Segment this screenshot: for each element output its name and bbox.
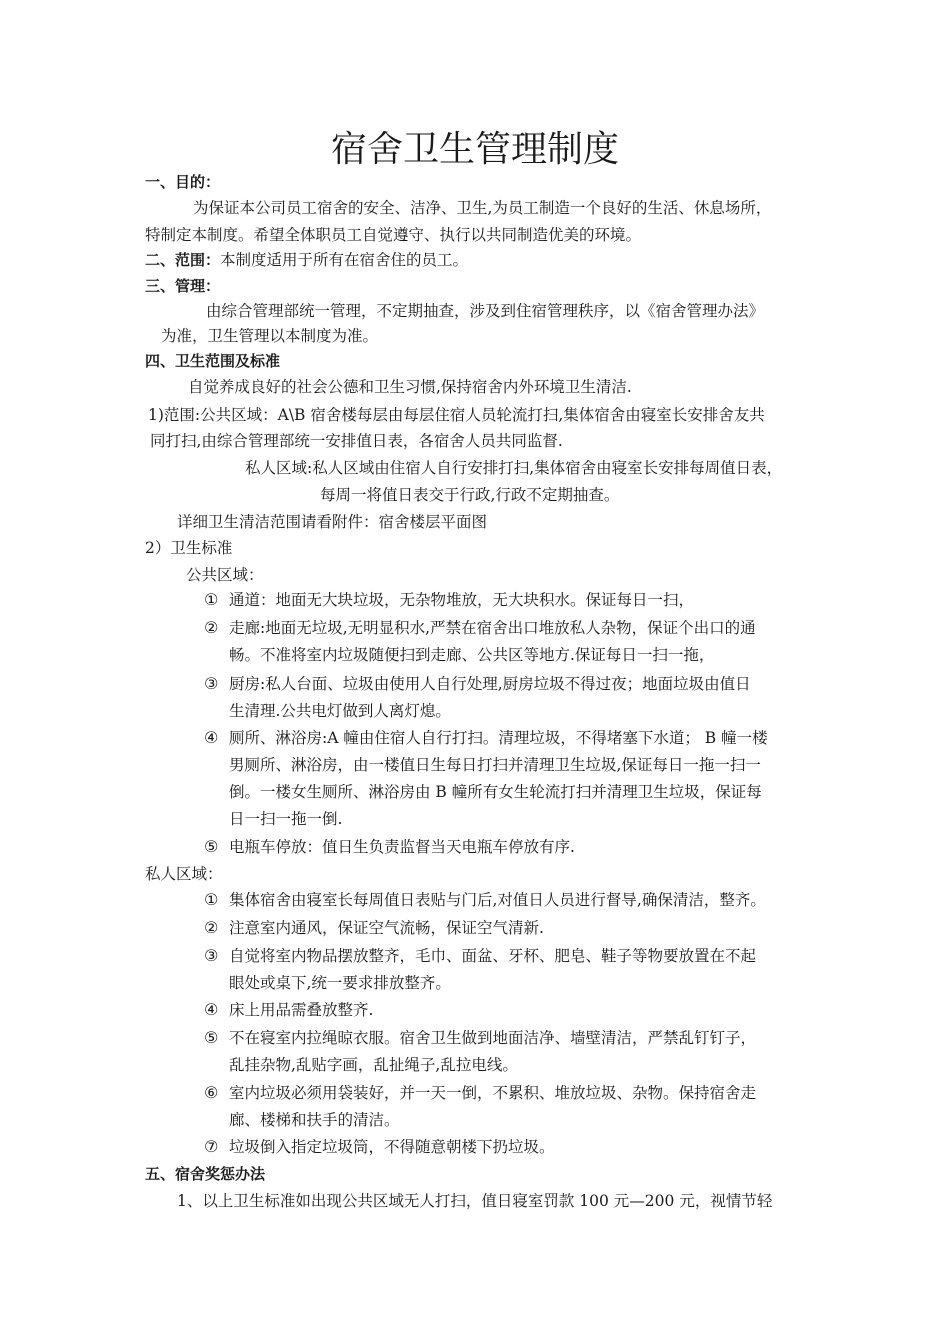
section-5-heading: 五、宿舍奖惩办法 — [145, 1165, 266, 1183]
list-item-number: ⑤ — [204, 837, 219, 856]
list-item-line: 生清理.公共电灯做到人离灯熄。 — [229, 702, 451, 720]
list-item-number: ⑥ — [204, 1083, 219, 1102]
list-item-number: ④ — [204, 728, 219, 747]
list-item-line: 注意室内通风，保证空气流畅，保证空气清新. — [229, 919, 544, 937]
section-1-paragraph-line-2: 特制定本制度。希望全体职员工自觉遵守、执行以共同制造优美的环境。 — [145, 226, 642, 244]
list-item-line: 乱挂杂物,乱贴字画，乱扯绳子,乱拉电线。 — [229, 1056, 518, 1074]
list-item-line: 室内垃圾必须用袋装好，并一天一倒，不累积、堆放垃圾、杂物。保持宿舍走 — [229, 1084, 757, 1102]
section-4-standard: 2）卫生标准 — [145, 539, 233, 557]
section-4-range-line-1: 1)范围:公共区域：A\B 宿舍楼每层由每层住宿人员轮流打扫,集体宿舍由寝室长安排舍友共 — [148, 406, 765, 424]
list-item-line: 垃圾倒入指定垃圾筒，不得随意朝楼下扔垃圾。 — [229, 1138, 555, 1156]
list-item-line: 日一扫一拖一倒. — [229, 810, 343, 828]
list-item-line: 倒。一楼女生厕所、淋浴房由 B 幢所有女生轮流打扫并清理卫生垃圾，保证每 — [229, 783, 762, 801]
section-4-heading: 四、卫生范围及标准 — [145, 352, 281, 370]
section-2-line — [145, 250, 468, 270]
list-item-number: ① — [204, 890, 219, 909]
list-item-number: ② — [204, 918, 219, 937]
list-item-line: 眼处或桌下,统一要求排放整齐。 — [229, 974, 451, 992]
section-1-heading: 一、目的： — [145, 173, 221, 191]
list-item-number: ② — [204, 618, 219, 637]
list-item-number: ③ — [204, 674, 219, 693]
list-item-number: ④ — [204, 1000, 219, 1019]
list-item-line: 床上用品需叠放整齐. — [229, 1001, 374, 1019]
section-4-detail: 详细卫生清洁范围请看附件：宿舍楼层平面图 — [177, 513, 488, 531]
section-2-heading: 二、范围： — [145, 251, 221, 269]
list-item-line: 自觉将室内物品摆放整齐，毛巾、面盆、牙杯、肥皂、鞋子等物要放置在不起 — [229, 947, 757, 965]
list-item-number: ⑤ — [204, 1028, 219, 1047]
list-item-number: ③ — [204, 946, 219, 965]
list-item-line: 不在寝室内拉绳晾衣服。宿舍卫生做到地面洁净、墙壁清洁，严禁乱钉钉子， — [229, 1029, 757, 1047]
private-area-label: 私人区域： — [145, 865, 223, 883]
section-3-paragraph-line-2: 为准，卫生管理以本制度为准。 — [161, 327, 379, 345]
list-item-line: 通道：地面无大块垃圾，无杂物堆放，无大块积水。保证每日一扫， — [229, 591, 695, 609]
list-item-line: 集体宿舍由寝室长每周值日表贴与门后,对值日人员进行督导,确保清洁，整齐。 — [229, 891, 766, 909]
list-item-line: 男厕所、淋浴房，由一楼值日生每日打扫并清理卫生垃圾,保证每日一拖一扫一 — [229, 756, 761, 774]
section-1-paragraph-line-1: 为保证本公司员工宿舍的安全、洁净、卫生,为员工制造一个良好的生活、休息场所， — [193, 199, 772, 217]
section-2-text: 本制度适用于所有在宿舍住的员工。 — [220, 251, 469, 269]
list-item-line: 厕所、淋浴房:A 幢由住宿人自行打扫。清理垃圾，不得堵塞下水道； B 幢一楼 — [229, 729, 768, 747]
section-4-private-line-1: 私人区域:私人区域由住宿人自行安排打扫,集体宿舍由寝室长安排每周值日表， — [245, 459, 783, 477]
section-3-paragraph-line-1: 由综合管理部统一管理，不定期抽查，涉及到住宿管理秩序，以《宿舍管理办法》 — [206, 302, 765, 320]
list-item-number: ⑦ — [204, 1137, 219, 1156]
section-4-private-line-2: 每周一将值日表交于行政,行政不定期抽查。 — [320, 486, 620, 504]
section-3-heading: 三、管理： — [145, 277, 221, 295]
section-5-paragraph-line-1: 1、以上卫生标准如出现公共区域无人打扫，值日寝室罚款 100 元—200 元，视情节轻 — [177, 1192, 773, 1210]
section-4-range-line-2: 同打扫,由综合管理部统一安排值日表，各宿舍人员共同监督. — [150, 432, 563, 450]
list-item-number: ① — [204, 590, 219, 609]
public-area-label: 公共区域： — [186, 566, 264, 584]
document-title: 宿舍卫生管理制度 — [330, 129, 619, 170]
list-item-line: 走廊:地面无垃圾,无明显积水,严禁在宿舍出口堆放私人杂物，保证个出口的通 — [229, 619, 756, 637]
section-4-intro: 自觉养成良好的社会公德和卫生习惯,保持宿舍内外环境卫生清洁. — [188, 378, 632, 396]
list-item-line: 电瓶车停放：值日生负责监督当天电瓶车停放有序. — [229, 838, 575, 856]
list-item-line: 廊、楼梯和扶手的清洁。 — [229, 1111, 400, 1129]
list-item-line: 畅。不准将室内垃圾随便扫到走廊、公共区等地方.保证每日一扫一拖， — [229, 646, 715, 664]
list-item-line: 厨房:私人台面、垃圾由使用人自行处理,厨房垃圾不得过夜；地面垃圾由值日 — [229, 675, 751, 693]
